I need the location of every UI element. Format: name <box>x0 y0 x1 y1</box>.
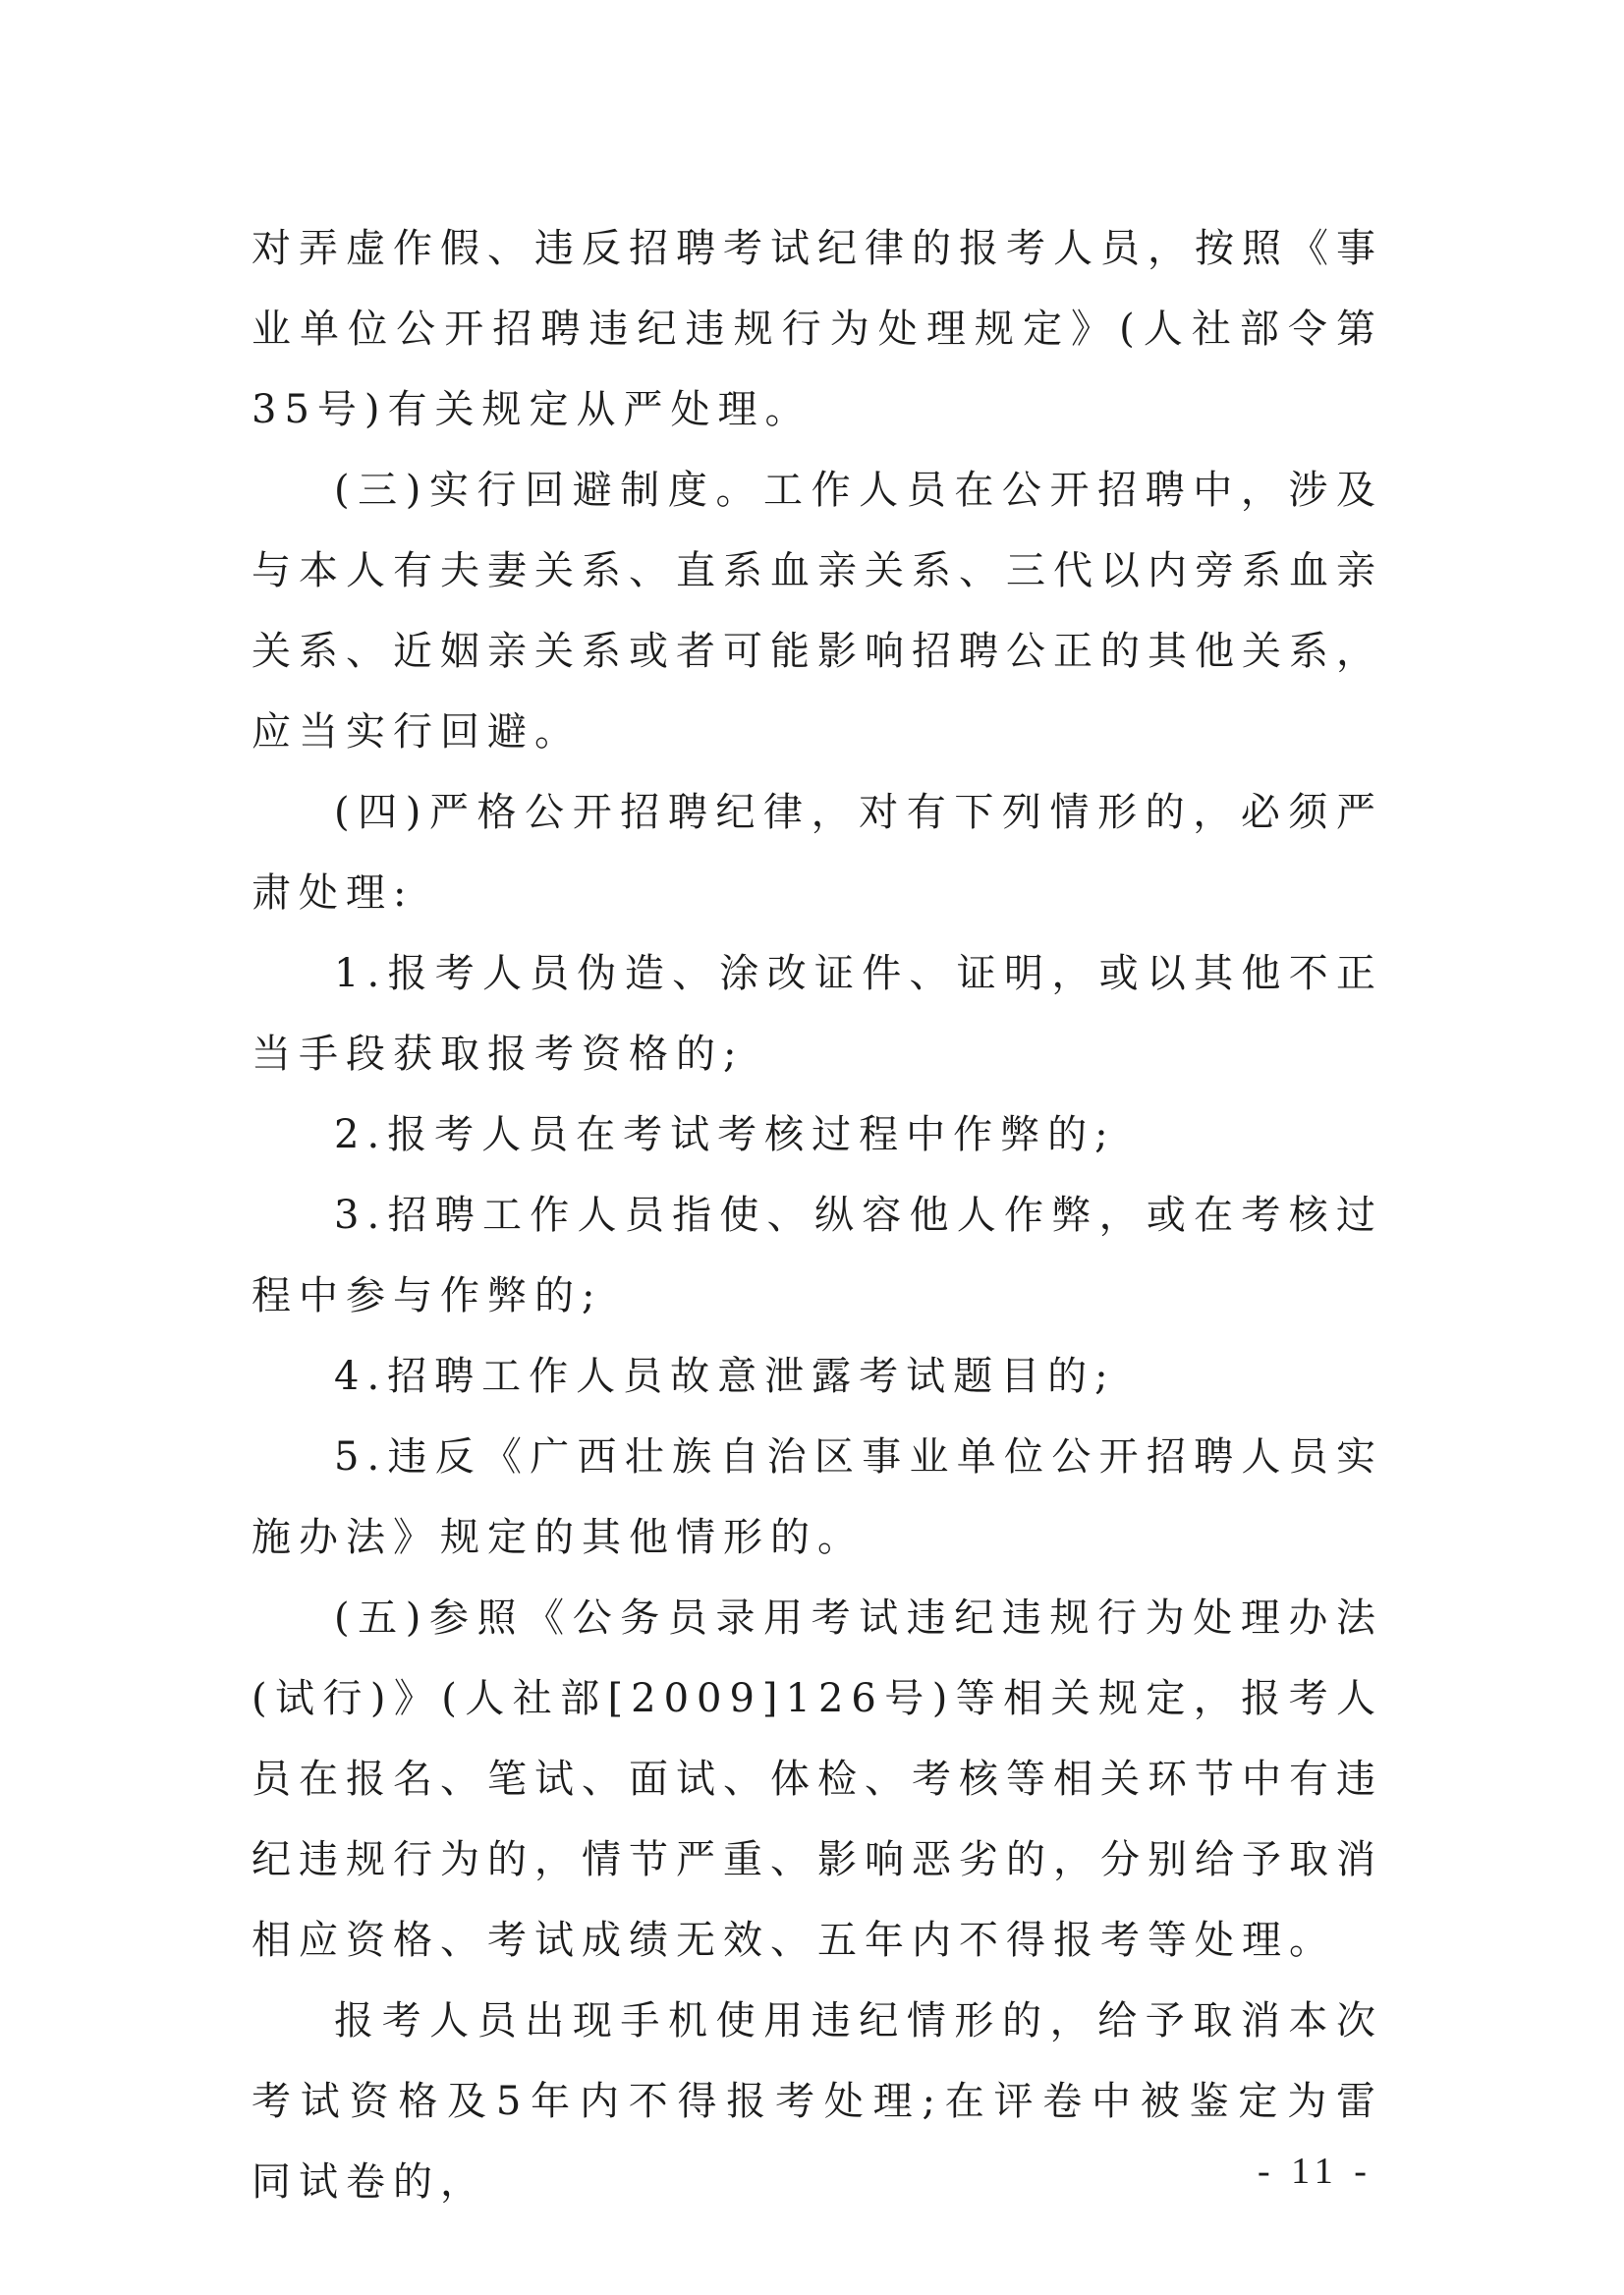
page-number: - 11 - <box>1258 2151 1372 2192</box>
document-body <box>252 208 1383 2222</box>
paragraph-5: (五)参照《公务员录用考试违纪违规行为处理办法(试行)》(人社部[2009]126号)等相关规定，报考人员在报名、笔试、面试、体检、考核等相关环节中有违纪违规行为的，情节严重、影响恶劣的，分别给予取消相应资格、考试成绩无效、五年内不得报考等处理。 <box>252 1595 1383 1963</box>
paragraph-6: 报考人员出现手机使用违纪情形的，给予取消本次考试资格及5年内不得报考处理;在评卷中被鉴定为雷同试卷的， <box>252 1998 1383 2205</box>
list-item-4: 4.招聘工作人员故意泄露考试题目的; <box>334 1354 1116 1399</box>
list-item-1: 1.报考人员伪造、涂改证件、证明，或以其他不正当手段获取报考资格的; <box>252 951 1383 1077</box>
list-item-5: 5.违反《广西壮族自治区事业单位公开招聘人员实施办法》规定的其他情形的。 <box>252 1434 1383 1560</box>
paragraph-2: (三)实行回避制度。工作人员在公开招聘中，涉及与本人有夫妻关系、直系血亲关系、三代以内旁系血亲关系、近姻亲关系或者可能影响招聘公正的其他关系，应当实行回避。 <box>252 468 1383 755</box>
list-item-3: 3.招聘工作人员指使、纵容他人作弊，或在考核过程中参与作弊的; <box>252 1193 1383 1318</box>
list-item-2: 2.报考人员在考试考核过程中作弊的; <box>334 1112 1116 1157</box>
paragraph-1: 对弄虚作假、违反招聘考试纪律的报考人员，按照《事业单位公开招聘违纪违规行为处理规定》(人社部令第35号)有关规定从严处理。 <box>252 226 1383 432</box>
paragraph-3: (四)严格公开招聘纪律，对有下列情形的，必须严肃处理: <box>252 790 1383 916</box>
